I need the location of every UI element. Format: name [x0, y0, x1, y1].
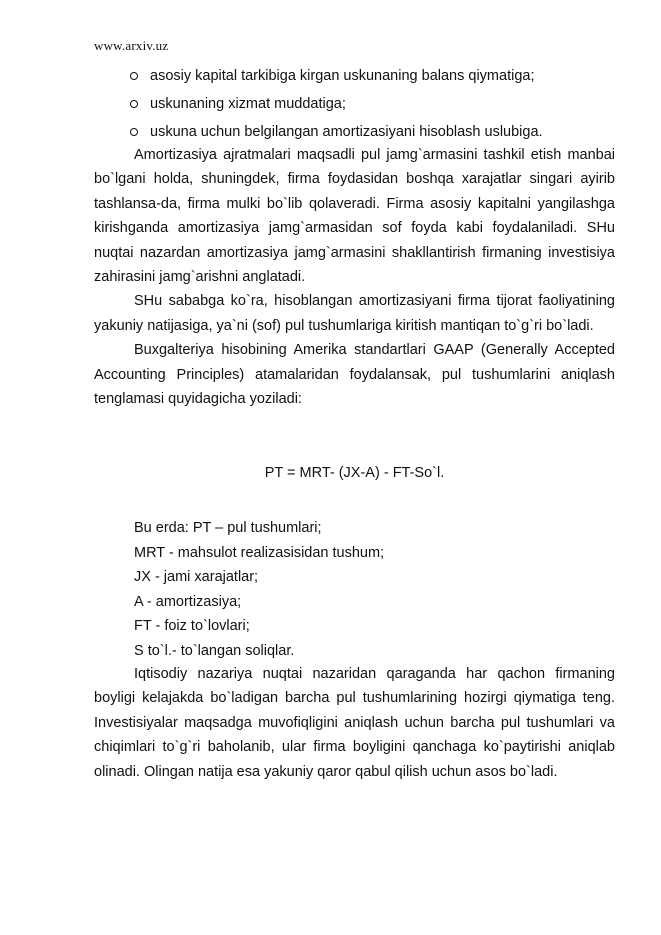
- body-text-upper: [94, 143, 615, 411]
- paragraph-firm-wealth: Iqtisodiy nazariya nuqtai nazaridan qaraganda har qachon firmaning boyligi kelajakda bo`ladigan barcha pul tushumlarining hozirgi qiymatiga teng. Investisiyalar maqsadga muvofiqligini aniqlash uchun barcha pul tushumlari va chiqimlari to`g`ri baholanib, ular firma boyligini qanchaga ko`paytirishi aniqlab olinadi. Olingan natija esa yakuniy qaror qabul qilish uchun asos bo`ladi.: [94, 666, 615, 780]
- definition-item: MRT - mahsulot realizasisidan tushum;: [134, 544, 385, 561]
- paragraph-gaap: Buxgalteriya hisobining Amerika standartlari GAAP (Generally Accepted Accounting Principles) atamalaridan foydalansak, pul tushumlarini aniqlash tenglamasi quyidagicha yoziladi:: [94, 342, 615, 408]
- list-item: [130, 90, 590, 118]
- definition-item: S to`l.- to`langan soliqlar.: [134, 642, 295, 659]
- list-item: [130, 62, 590, 90]
- cash-flow-formula: PT = MRT- (JX-A) - FT-So`l.: [264, 465, 445, 481]
- body-text-lower: [94, 662, 615, 784]
- bullet-list: [130, 62, 590, 146]
- header-url[interactable]: www.arxiv.uz: [94, 38, 169, 53]
- definitions-list: [134, 516, 614, 663]
- list-item-text: uskuna uchun belgilangan amortizasiyani hisoblash uslubiga.: [150, 124, 543, 140]
- circle-bullet-icon: [130, 100, 138, 108]
- list-item: [130, 118, 590, 146]
- paragraph-amortization-fund: Amortizasiya ajratmalari maqsadli pul jamg`armasini tashkil etish manbai bo`lgani holda, shuningdek, firma foydasidan boshqa xarajatlar singari ayirib tashlansa-da, firma mulki bo`lib qolaveradi. Firma asosiy kapitalni yangilashga kirishganda amortizasiya jamg`armasidan sof foyda kabi foydalaniladi. SHu nuqtai nazardan amortizasiya jamg`armasini shakllantirish firmaning investisiya zahirasini jamg`arishni anglatadi.: [94, 147, 615, 286]
- definition-item: A - amortizasiya;: [134, 593, 242, 610]
- definition-item: FT - foiz to`lovlari;: [134, 618, 250, 634]
- list-item-text: uskunaning xizmat muddatiga;: [150, 96, 346, 112]
- list-item-text: asosiy kapital tarkibiga kirgan uskunaning balans qiymatiga;: [150, 68, 535, 84]
- definition-item: JX - jami xarajatlar;: [134, 569, 259, 585]
- circle-bullet-icon: [130, 128, 138, 136]
- definition-item: Bu erda: PT – pul tushumlari;: [134, 520, 322, 536]
- circle-bullet-icon: [130, 72, 138, 80]
- paragraph-cash-inflows: SHu sababga ko`ra, hisoblangan amortizasiyani firma tijorat faoliyatining yakuniy natijasiga, ya`ni (sof) pul tushumlariga kiritish mantiqan to`g`ri bo`ladi.: [94, 293, 615, 334]
